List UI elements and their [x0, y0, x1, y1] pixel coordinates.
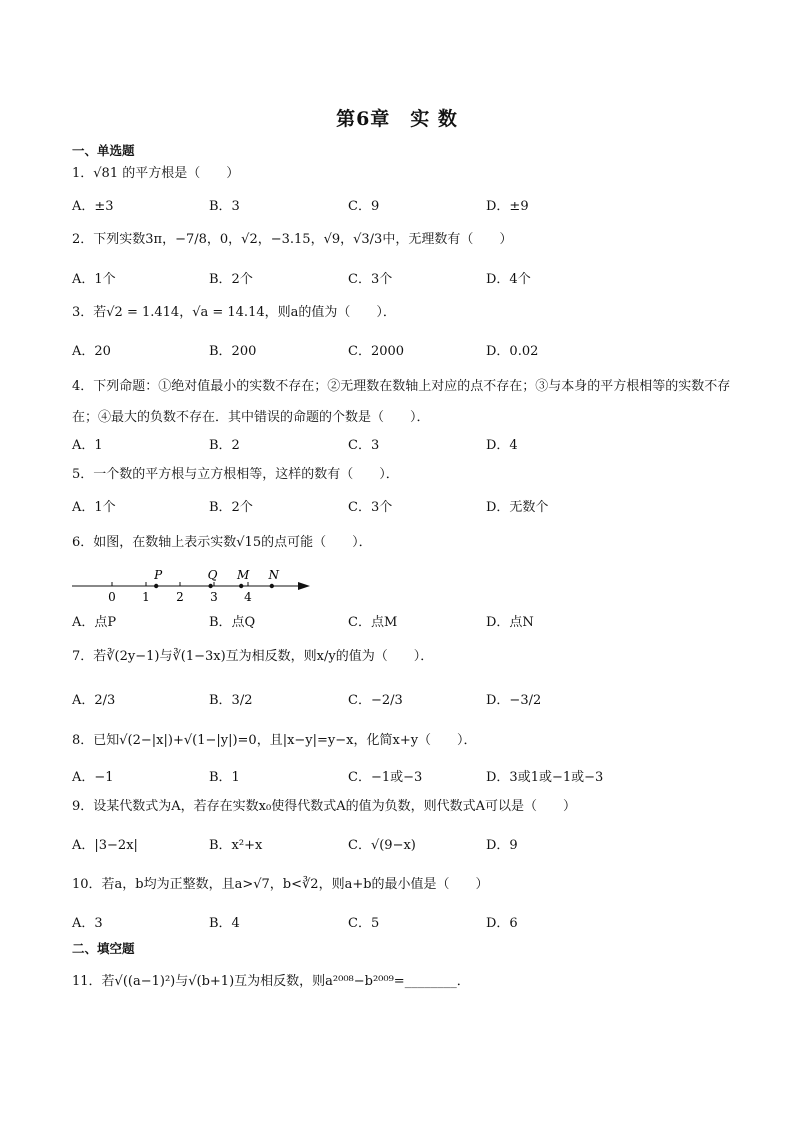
option-b[interactable]: B．4	[209, 916, 240, 931]
question-3: 3．若√2 = 1.414，√a = 14.14，则a的值为（ ）．	[72, 305, 396, 320]
point-label: N	[268, 568, 280, 582]
question-5-options	[72, 496, 632, 516]
question-10: 10．若a，b均为正整数，且a>√7，b<∛2，则a+b的最小值是（ ）	[72, 877, 489, 892]
question-1-options	[72, 195, 632, 215]
option-c[interactable]: C．−2/3	[348, 693, 403, 708]
option-b[interactable]: B．3	[209, 199, 240, 214]
question-10-options	[72, 912, 632, 932]
option-c[interactable]: C．2000	[348, 344, 405, 359]
option-d[interactable]: D．4	[486, 438, 518, 453]
question-11: 11．若√((a−1)²)与√(b+1)互为相反数，则a²⁰⁰⁸−b²⁰⁰⁹=________．	[72, 974, 470, 989]
question-7: 7．若∛(2y−1)与∛(1−3x)互为相反数，则x/y的值为（ ）．	[72, 649, 434, 664]
point-label: Q	[207, 568, 218, 582]
section-heading-single-choice: 一、单选题	[72, 143, 135, 158]
tick-label: 3	[210, 590, 218, 604]
point-P	[154, 584, 158, 588]
question-3-options	[72, 340, 632, 360]
question-6-options	[72, 611, 632, 631]
option-a[interactable]: A．1个	[72, 272, 116, 287]
option-b[interactable]: B．2个	[209, 500, 253, 515]
option-b[interactable]: B．点Q	[209, 615, 256, 630]
option-c[interactable]: C．点M	[348, 615, 398, 630]
option-a[interactable]: A．3	[72, 916, 103, 931]
option-d[interactable]: D．9	[486, 838, 518, 853]
option-a[interactable]: A．1	[72, 438, 103, 453]
question-7-options	[72, 689, 632, 709]
option-a[interactable]: A．20	[72, 344, 111, 359]
page-title: 第6章 实 数	[336, 108, 458, 130]
option-c[interactable]: C．√(9−x)	[348, 838, 416, 853]
question-4-options	[72, 434, 632, 454]
point-label: M	[237, 568, 250, 582]
option-a[interactable]: A．±3	[72, 199, 114, 214]
option-a[interactable]: A．2/3	[72, 693, 116, 708]
question-6: 6．如图，在数轴上表示实数√15的点可能（ ）．	[72, 535, 372, 550]
question-4: 4．下列命题：①绝对值最小的实数不存在；②无理数在数轴上对应的点不存在；③与本身的平方根相等的实数不存在；④最大的负数不存在．其中错误的命题的个数是（ ）．	[72, 379, 731, 425]
option-b[interactable]: B．1	[209, 770, 240, 785]
question-2-options	[72, 268, 632, 288]
question-1: 1．√81 的平方根是（ ）	[72, 166, 240, 181]
section-heading-fill-blank: 二、填空题	[72, 941, 135, 956]
question-2: 2．下列实数3π，−7/8，0，√2，−3.15，√9，√3/3中，无理数有（ ）	[72, 232, 513, 247]
option-a[interactable]: A．1个	[72, 500, 116, 515]
option-c[interactable]: C．3个	[348, 272, 393, 287]
option-c[interactable]: C．3个	[348, 500, 393, 515]
option-b[interactable]: B．x²+x	[209, 838, 263, 853]
option-b[interactable]: B．3/2	[209, 693, 253, 708]
option-b[interactable]: B．2	[209, 438, 240, 453]
option-a[interactable]: A．点P	[72, 615, 117, 630]
question-8: 8．已知√(2−|x|)+√(1−|y|)=0，且|x−y|=y−x，化简x+y（ ）．	[72, 733, 477, 748]
tick-label: 0	[108, 590, 116, 604]
option-d[interactable]: D．6	[486, 916, 518, 931]
question-8-options	[72, 766, 632, 786]
option-c[interactable]: C．3	[348, 438, 380, 453]
option-c[interactable]: C．5	[348, 916, 380, 931]
number-line-arrow	[298, 582, 310, 590]
option-a[interactable]: A．|3−2x|	[72, 838, 138, 853]
option-d[interactable]: D．3或1或−1或−3	[486, 770, 604, 785]
question-9: 9．设某代数式为A，若存在实数x₀使得代数式A的值为负数，则代数式A可以是（ ）	[72, 799, 576, 814]
option-d[interactable]: D．0.02	[486, 344, 539, 359]
option-d[interactable]: D．±9	[486, 199, 529, 214]
option-d[interactable]: D．−3/2	[486, 693, 542, 708]
question-5: 5．一个数的平方根与立方根相等，这样的数有（ ）．	[72, 467, 399, 482]
tick-label: 2	[176, 590, 184, 604]
question-9-options	[72, 834, 632, 854]
option-d[interactable]: D．4个	[486, 272, 531, 287]
option-b[interactable]: B．200	[209, 344, 257, 359]
point-Q	[208, 584, 212, 588]
option-d[interactable]: D．无数个	[486, 500, 549, 515]
option-c[interactable]: C．−1或−3	[348, 770, 423, 785]
point-M	[239, 584, 243, 588]
option-d[interactable]: D．点N	[486, 615, 534, 630]
option-c[interactable]: C．9	[348, 199, 380, 214]
tick-label: 1	[142, 590, 150, 604]
point-label: P	[154, 568, 163, 582]
point-N	[270, 584, 274, 588]
option-b[interactable]: B．2个	[209, 272, 253, 287]
number-line-figure	[68, 562, 318, 606]
option-a[interactable]: A．−1	[72, 770, 114, 785]
tick-label: 4	[244, 590, 252, 604]
